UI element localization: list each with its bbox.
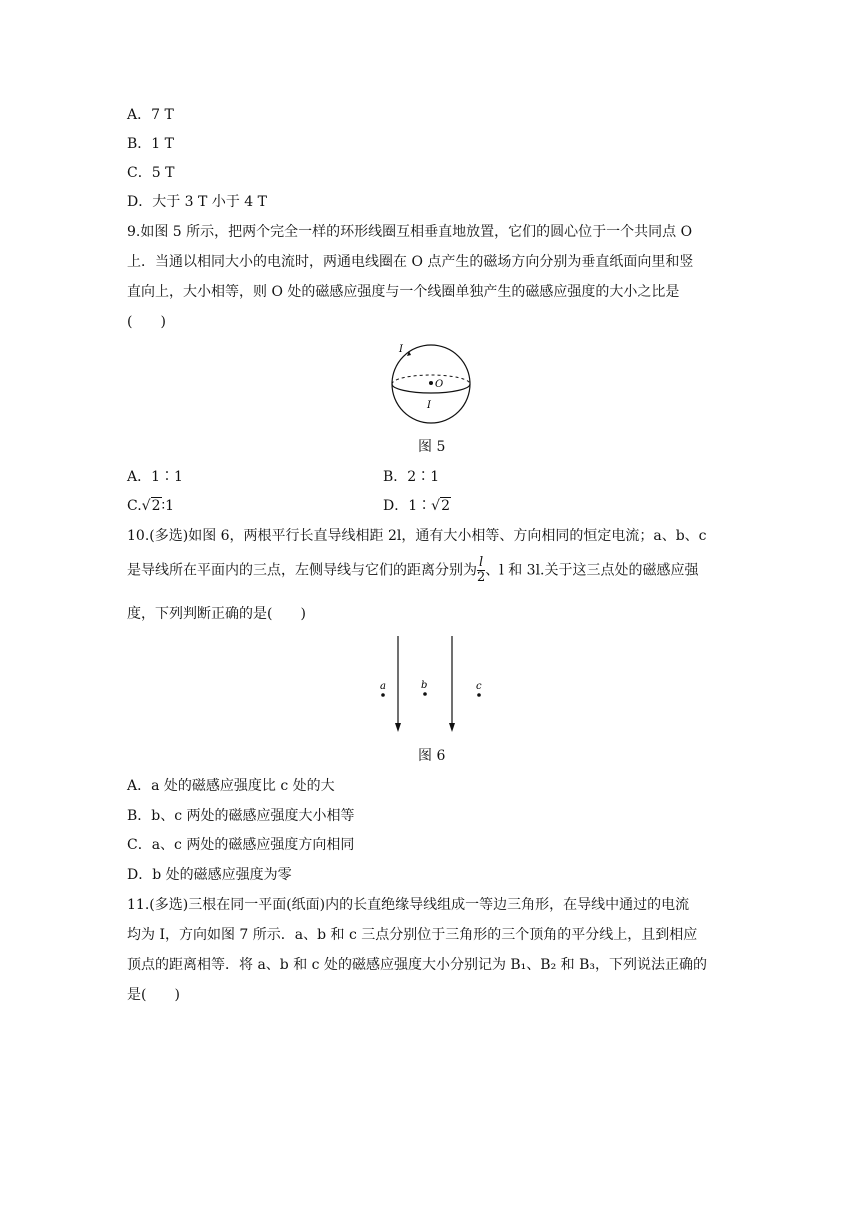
figure-6-point-c [477,693,481,697]
q9-option-d: D．1∶√2 [383,498,450,514]
figure-6-label-b: b [421,680,428,691]
figure-6-label-c: c [476,681,482,692]
figure-5-label-i-bottom: I [427,400,431,411]
q11-text-line4: 是( ) [127,987,180,1003]
q8-option-c: C．5 T [127,165,175,181]
q9-text-line2: 上．当通以相同大小的电流时，两通电线圈在 O 点产生的磁场方向分别为垂直纸面向里和竖 [127,254,694,270]
q10-option-d: D．b 处的磁感应强度为零 [127,867,292,883]
figure-5-horizontal-coil-front [392,384,470,393]
q10-option-c: C．a、c 两处的磁感应强度方向相同 [127,837,355,853]
figure-5-label-o: O [435,379,444,390]
figure-6-point-a [381,693,385,697]
figure-5-label-i-top: I [399,344,403,355]
q11-text-line3: 顶点的距离相等．将 a、b 和 c 处的磁感应强度大小分别记为 B₁、B₂ 和 B₃，下列说法正确的 [127,957,707,973]
q8-option-d: D．大于 3 T 小于 4 T [127,194,267,210]
q10-text-line3: 度，下列判断正确的是( ) [127,606,306,622]
q8-option-b: B．1 T [127,136,174,152]
figure-6-caption: 图 6 [418,748,446,764]
figure-6-right-arrow [449,723,455,732]
figure-6-point-b [423,692,427,696]
figure-5-diagram [385,338,477,430]
q9-option-a: A．1∶1 [127,469,183,485]
q10-text-line2: 是导线所在平面内的三点，左侧导线与它们的距离分别为 $\frac{l}{2}$ 、l 和 3l.关于这三点处的磁感应强 [127,555,699,585]
q9-text-line1: 9.如图 5 所示，把两个完全一样的环形线圈互相垂直地放置，它们的圆心位于一个共同点 O [127,224,693,240]
q9-text-line4: ( ) [127,314,166,330]
figure-5-caption: 图 5 [418,439,446,455]
q8-option-a: A．7 T [127,107,174,123]
figure-6-diagram [370,634,500,736]
q11-text-line1: 11.(多选)三根在同一平面(纸面)内的长直绝缘导线组成一等边三角形，在导线中通过的电流 [127,897,690,913]
q9-option-c: C.√2∶1 [127,498,175,514]
q10-text-line1: 10.(多选)如图 6，两根平行长直导线相距 2l，通有大小相等、方向相同的恒定电流；a、b、c [127,528,707,544]
q9-text-line3: 直向上，大小相等，则 O 处的磁感应强度与一个线圈单独产生的磁感应强度的大小之比是 [127,284,680,300]
figure-6-left-arrow [395,723,401,732]
figure-6-label-a: a [380,681,386,692]
figure-5-center-point [429,381,433,385]
q10-option-b: B．b、c 两处的磁感应强度大小相等 [127,808,355,824]
q10-option-a: A．a 处的磁感应强度比 c 处的大 [127,778,335,794]
q11-text-line2: 均为 I，方向如图 7 所示．a、b 和 c 三点分别位于三角形的三个顶角的平分线上，且到相应 [127,927,698,943]
q9-option-b: B．2∶1 [383,469,440,485]
fraction-l-over-2: $\frac{l}{2}$ [477,555,486,585]
